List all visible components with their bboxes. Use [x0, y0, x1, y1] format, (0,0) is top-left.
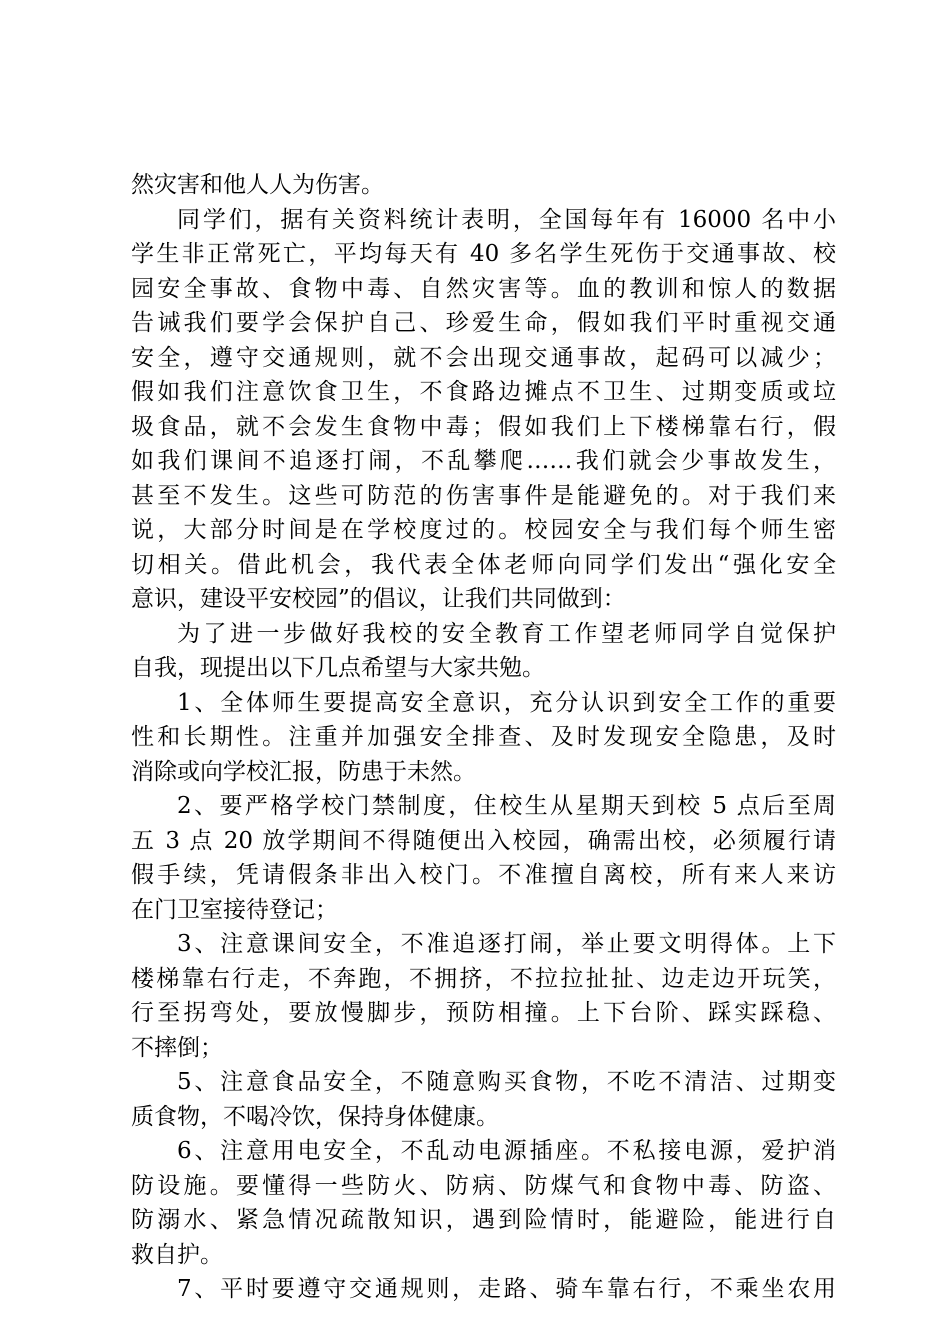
text-line: 五 3 点 20 放学期间不得随便出入校园，确需出校，必须履行请	[131, 827, 836, 854]
text-line: 安全，遵守交通规则，就不会出现交通事故，起码可以减少；	[131, 344, 836, 371]
text-line: 园安全事故、食物中毒、自然灾害等。血的教训和惊人的数据	[131, 275, 836, 302]
text-line: 消除或向学校汇报，防患于未然。	[131, 758, 476, 785]
text-line: 告诫我们要学会保护自己、珍爱生命，假如我们平时重视交通	[131, 310, 836, 336]
text-line: 甚至不发生。这些可防范的伤害事件是能避免的。对于我们来	[131, 482, 836, 509]
text-line: 假手续，凭请假条非出入校门。不准擅自离校，所有来人来访	[131, 862, 836, 888]
text-line: 防设施。要懂得一些防火、防病、防煤气和食物中毒、防盗、	[131, 1172, 836, 1199]
text-line: 不摔倒；	[131, 1034, 223, 1061]
text-line: 3、注意课间安全，不准追逐打闹，举止要文明得体。上下	[177, 931, 836, 957]
text-line: 性和长期性。注重并加强安全排查、及时发现安全隐患，及时	[131, 724, 836, 750]
text-line: 质食物，不喝冷饮，保持身体健康。	[131, 1103, 499, 1130]
text-line: 如我们课间不追逐打闹，不乱攀爬……我们就会少事故发生，	[131, 448, 836, 474]
document-body	[131, 168, 836, 1307]
text-line: 切相关。借此机会，我代表全体老师向同学们发出“强化安全	[131, 551, 836, 578]
text-line: 防溺水、紧急情况疏散知识，遇到险情时，能避险，能进行自	[131, 1207, 836, 1233]
text-line: 学生非正常死亡，平均每天有 40 多名学生死伤于交通事故、校	[131, 241, 836, 267]
text-line: 为了进一步做好我校的安全教育工作望老师同学自觉保护	[177, 620, 836, 647]
text-line: 7、平时要遵守交通规则，走路、骑车靠右行，不乘坐农用	[177, 1276, 836, 1302]
text-line: 2、要严格学校门禁制度，住校生从星期天到校 5 点后至周	[177, 793, 836, 819]
text-line: 假如我们注意饮食卫生，不食路边摊点不卫生、过期变质或垃	[131, 379, 836, 405]
text-line: 救自护。	[131, 1241, 223, 1268]
text-line: 自我，现提出以下几点希望与大家共勉。	[131, 655, 545, 681]
text-line: 行至拐弯处，要放慢脚步，预防相撞。上下台阶、踩实踩稳、	[131, 1000, 836, 1026]
text-line: 6、注意用电安全，不乱动电源插座。不私接电源，爱护消	[177, 1138, 836, 1164]
text-line: 在门卫室接待登记；	[131, 896, 338, 923]
text-line: 5、注意食品安全，不随意购买食物，不吃不清洁、过期变	[177, 1069, 836, 1095]
text-line: 圾食品，就不会发生食物中毒；假如我们上下楼梯靠右行，假	[131, 413, 836, 440]
text-line: 同学们，据有关资料统计表明，全国每年有 16000 名中小	[177, 206, 836, 233]
text-line: 楼梯靠右行走，不奔跑，不拥挤，不拉拉扯扯、边走边开玩笑，	[131, 965, 836, 992]
text-line: 说，大部分时间是在学校度过的。校园安全与我们每个师生密	[131, 517, 836, 543]
text-line: 然灾害和他人人为伤害。	[131, 172, 384, 198]
text-line: 意识，建设平安校园”的倡议，让我们共同做到：	[131, 586, 626, 612]
text-line: 1、全体师生要提高安全意识，充分认识到安全工作的重要	[177, 689, 836, 716]
